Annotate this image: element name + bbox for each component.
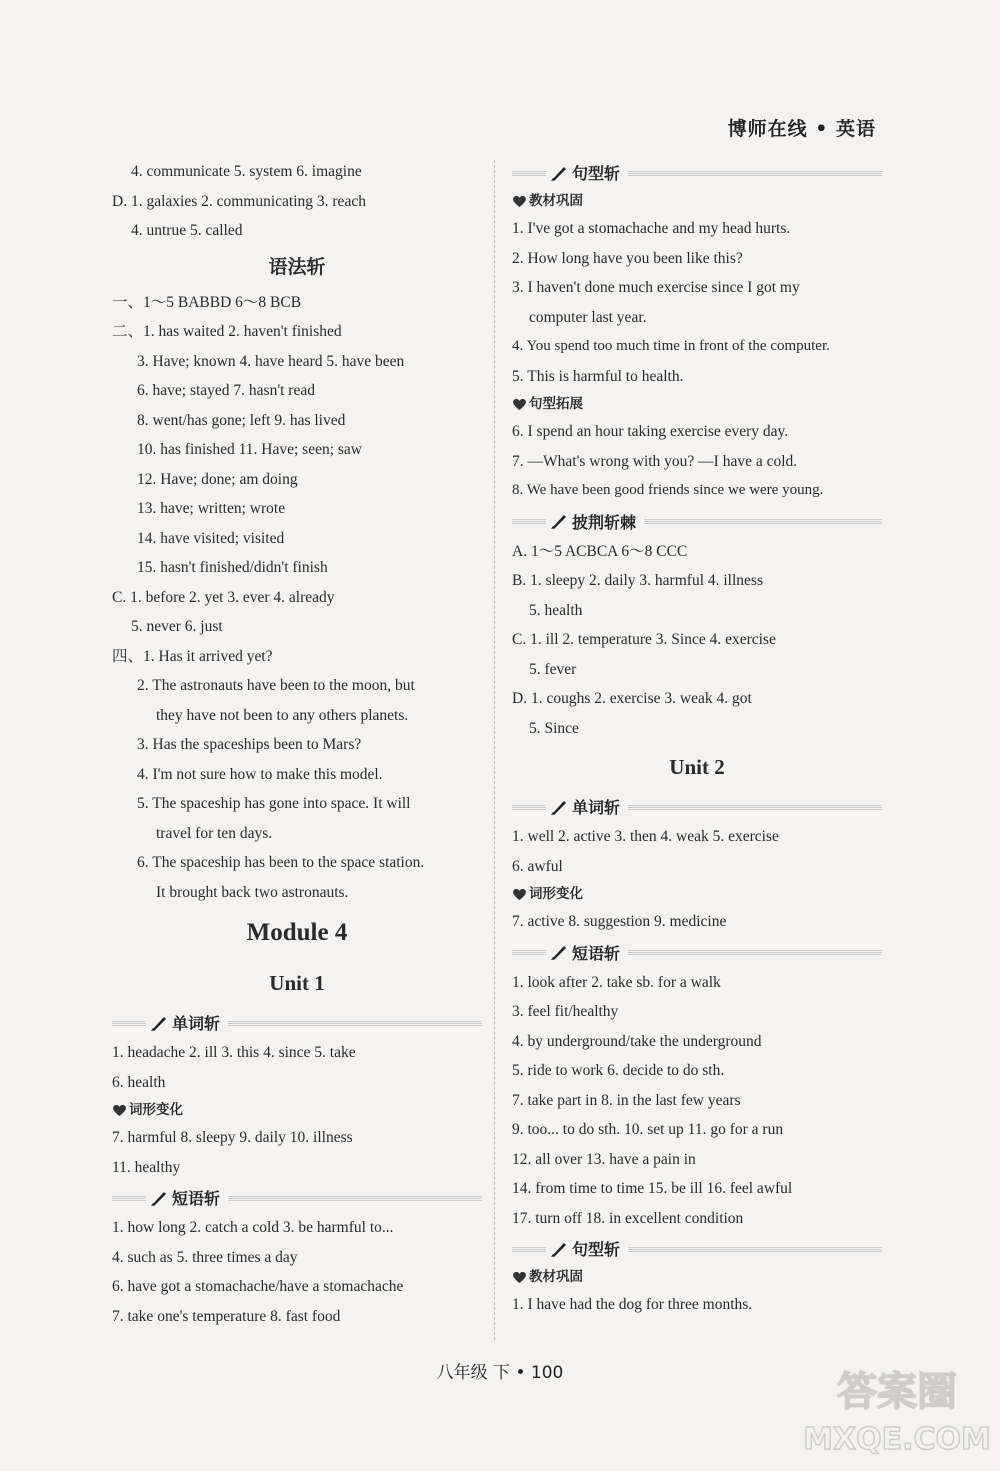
watermark-line1: 答案圈 [837, 1369, 957, 1415]
answer-line: 6. awful [512, 857, 563, 875]
grammar-section-title: 语法斩 [268, 255, 326, 278]
answer-line: 3. feel fit/healthy [512, 1003, 619, 1020]
answer-line: computer last year. [529, 308, 647, 326]
answer-line: 4. by underground/take the underground [512, 1032, 762, 1050]
answer-line: 1. headache 2. ill 3. this 4. since 5. take [112, 1044, 356, 1061]
answer-line: 2. The astronauts have been to the moon, but [137, 677, 415, 694]
answer-line: 5. never 6. just [131, 618, 223, 635]
answer-line: C. 1. before 2. yet 3. ever 4. already [112, 588, 335, 606]
answer-line: 1. well 2. active 3. then 4. weak 5. exercise [512, 828, 779, 845]
pen-icon [550, 1240, 568, 1258]
watermark-logo [802, 1353, 992, 1463]
answer-line: 3. I haven't done much exercise since I got my [512, 279, 800, 296]
section-bar-label: 句型斩 [572, 1240, 621, 1259]
answer-line: 1. look after 2. take sb. for a walk [512, 973, 721, 991]
answer-line: 6. have; stayed 7. hasn't read [137, 382, 315, 399]
heart-icon [112, 1104, 127, 1117]
answer-line: 3. Has the spaceships been to Mars? [137, 736, 362, 753]
heart-icon [512, 398, 527, 411]
answer-line: 12. all over 13. have a pain in [512, 1150, 696, 1168]
answer-line: travel for ten days. [156, 824, 273, 842]
answer-line: 7. take one's temperature 8. fast food [112, 1307, 341, 1325]
section-bar-phrase [512, 937, 882, 968]
section-bar-sentence [512, 1233, 882, 1264]
answer-line: 1. I've got a stomachache and my head hurts. [512, 220, 791, 237]
answer-line: 13. have; written; wrote [137, 500, 286, 517]
answer-line: 8. went/has gone; left 9. has lived [137, 411, 346, 429]
answer-line: A. 1～5 ACBCA 6～8 CCC [512, 542, 688, 560]
page-header-title: 博师在线 • 英语 [727, 118, 876, 140]
answer-line: 7. active 8. suggestion 9. medicine [512, 913, 727, 930]
answer-line: 5. This is harmful to health. [512, 367, 684, 385]
answer-line: 15. hasn't finished/didn't finish [137, 559, 328, 576]
answer-line: 14. from time to time 15. be ill 16. feel awful [512, 1180, 793, 1197]
answer-line: 4. untrue 5. called [131, 222, 243, 239]
answer-line: 4. I'm not sure how to make this model. [137, 765, 383, 783]
right-column [512, 157, 882, 1320]
answer-line: 10. has finished 11. Have; seen; saw [137, 441, 362, 458]
subsection-word-change: 词形变化 [512, 881, 882, 907]
subsection-word-change: 词形变化 [112, 1097, 482, 1123]
answer-line: 14. have visited; visited [137, 529, 285, 547]
answer-line: 1. how long 2. catch a cold 3. be harmful to... [112, 1219, 394, 1236]
section-bar-thorn [512, 506, 882, 537]
answer-line: 6. The spaceship has been to the space station. [137, 854, 425, 871]
answer-line: they have not been to any others planets. [156, 706, 409, 724]
answer-line: D. 1. galaxies 2. communicating 3. reach [112, 192, 366, 210]
answer-line: 8. We have been good friends since we were young. [512, 482, 824, 498]
watermark-line2: MXQE.COM [803, 1422, 991, 1457]
answer-line: 7. —What's wrong with you? —I have a cold. [512, 452, 798, 470]
answer-line: 4. You spend too much time in front of the computer. [512, 338, 830, 354]
answer-line: C. 1. ill 2. temperature 3. Since 4. exercise [512, 631, 776, 648]
left-column [112, 157, 482, 1331]
answer-line: 5. fever [529, 660, 577, 678]
section-bar-word [512, 791, 882, 822]
heart-icon [512, 1271, 527, 1284]
page-footer: 八年级 下 • 100 [436, 1363, 564, 1383]
pen-icon [150, 1014, 168, 1032]
unit-title: Unit 2 [669, 755, 725, 779]
pen-icon [550, 512, 568, 530]
answer-line: 7. harmful 8. sleepy 9. daily 10. illness [112, 1129, 353, 1146]
answer-line: 9. too... to do sth. 10. set up 11. go for a run [512, 1121, 784, 1138]
subsection-textbook: 教材巩固 [512, 1264, 882, 1290]
module-title: Module 4 [246, 919, 348, 946]
answer-line: 6. health [112, 1073, 166, 1091]
answer-line: 4. such as 5. three times a day [112, 1248, 298, 1266]
answer-line: 6. I spend an hour taking exercise every day. [512, 423, 789, 440]
answer-line: 3. Have; known 4. have heard 5. have been [137, 352, 405, 370]
answer-line: It brought back two astronauts. [156, 883, 349, 901]
section-bar-label: 短语斩 [572, 943, 621, 963]
pen-icon [550, 164, 568, 182]
heart-icon [512, 888, 527, 901]
answer-line: 2. How long have you been like this? [512, 249, 743, 267]
answer-line: 5. health [529, 601, 583, 619]
section-bar-label: 单词斩 [172, 1014, 221, 1033]
answer-line: 11. healthy [112, 1158, 181, 1176]
pen-icon [550, 798, 568, 816]
section-bar-label: 单词斩 [572, 798, 621, 817]
pen-icon [150, 1189, 168, 1207]
answer-line: 6. have got a stomachache/have a stomachache [112, 1278, 404, 1295]
subsection-expand: 句型拓展 [512, 391, 882, 417]
answer-line: D. 1. coughs 2. exercise 3. weak 4. got [512, 690, 752, 707]
section-bar-label: 句型斩 [572, 164, 621, 183]
answer-line: 4. communicate 5. system 6. imagine [131, 163, 362, 180]
answer-line: 5. ride to work 6. decide to do sth. [512, 1062, 725, 1079]
section-bar-sentence [512, 157, 882, 188]
heart-icon [512, 195, 527, 208]
answer-line: 四、1. Has it arrived yet? [112, 647, 273, 665]
answer-line: 5. The spaceship has gone into space. It will [137, 795, 411, 812]
answer-line: 12. Have; done; am doing [137, 470, 298, 488]
answer-line: 一、1～5 BABBD 6～8 BCB [112, 293, 302, 311]
answer-line: 二、1. has waited 2. haven't finished [112, 323, 342, 340]
answer-line: 1. I have had the dog for three months. [512, 1296, 753, 1313]
section-bar-label: 披荆斩棘 [572, 512, 637, 532]
pen-icon [550, 943, 568, 961]
answer-line: 17. turn off 18. in excellent condition [512, 1209, 744, 1227]
column-divider [494, 160, 495, 1340]
section-bar-label: 短语斩 [172, 1189, 221, 1208]
answer-line: B. 1. sleepy 2. daily 3. harmful 4. illness [512, 572, 763, 589]
answer-line: 7. take part in 8. in the last few years [512, 1091, 741, 1109]
answer-line: 5. Since [529, 719, 579, 737]
subsection-textbook: 教材巩固 [512, 188, 882, 214]
section-bar-word [112, 1007, 482, 1038]
section-bar-phrase [112, 1182, 482, 1213]
unit-title: Unit 1 [269, 971, 325, 995]
